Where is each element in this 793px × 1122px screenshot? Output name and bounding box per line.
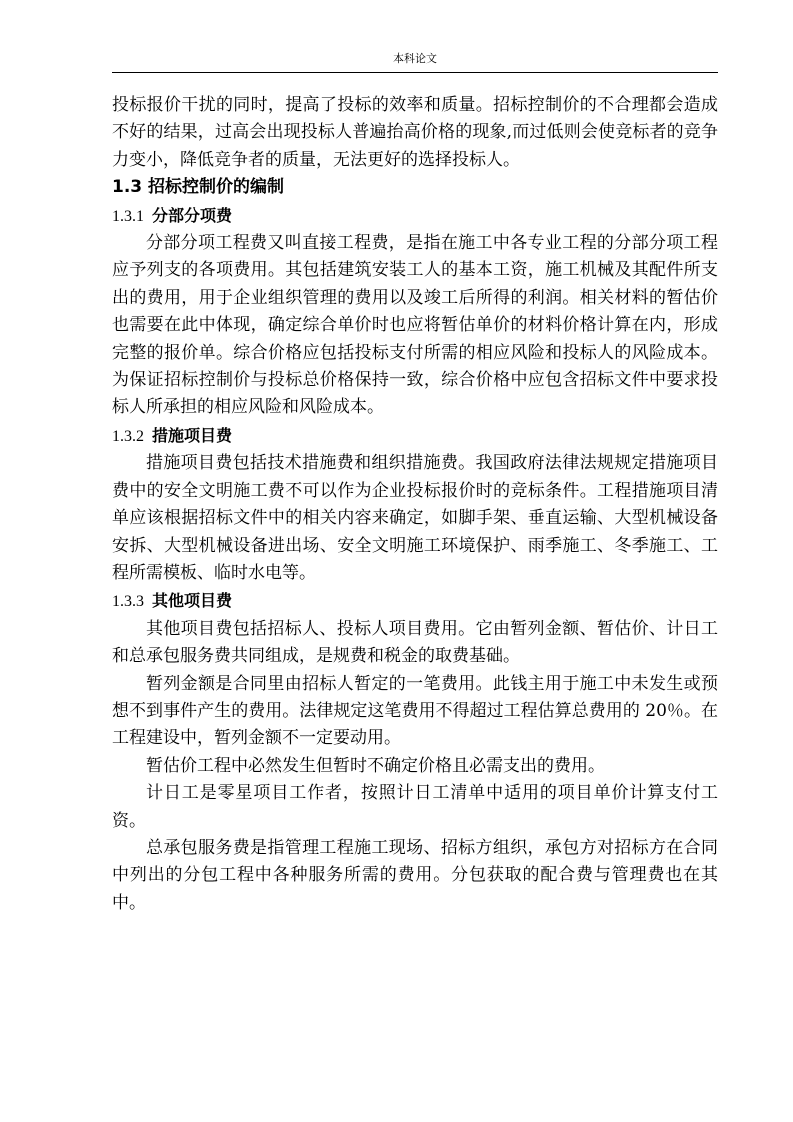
subsection-number: 1.3.2 <box>112 427 144 445</box>
subsection-heading <box>112 422 718 450</box>
running-header: 本科论文 <box>393 52 437 65</box>
paragraph: 暂列金额是合同里由招标人暂定的一笔费用。此钱主用于施工中未发生或预想不到事件产生的费用。法律规定这笔费用不得超过工程估算总费用的 20％。在工程建设中，暂列金额不一定要动用。 <box>112 673 718 749</box>
subsection-title: 措施项目费 <box>152 425 233 445</box>
subsection-number: 1.3.1 <box>112 207 144 225</box>
header-rule <box>112 72 718 73</box>
subsection-title: 分部分项费 <box>152 205 233 225</box>
subsection-number: 1.3.3 <box>112 593 144 611</box>
subsection-heading <box>112 202 718 230</box>
paragraph: 投标报价干扰的同时，提高了投标的效率和质量。招标控制价的不合理都会造成不好的结果，过高会出现投标人普遍抬高价格的现象,而过低则会使竞标者的竞争力变小，降低竞争者的质量，无法更好的选择投标人。 <box>112 95 718 170</box>
paragraph: 暂估价工程中必然发生但暂时不确定价格且必需支出的费用。 <box>146 755 605 776</box>
paragraph: 总承包服务费是指管理工程施工现场、招标方组织，承包方对招标方在合同中列出的分包工程中各种服务所需的费用。分包获取的配合费与管理费也在其中。 <box>112 837 718 913</box>
page-body <box>112 92 718 917</box>
section-heading: 1.3 招标控制价的编制 <box>112 177 285 198</box>
paragraph: 措施项目费包括技术措施费和组织措施费。我国政府法律法规规定措施项目费中的安全文明施工费不可以作为企业投标报价时的竞标条件。工程措施项目清单应该根据招标文件中的相关内容来确定，如脚手架、垂直运输、大型机械设备安拆、大型机械设备进出场、安全文明施工环境保护、雨季施工、冬季施工、工程所需模板、临时水电等。 <box>112 453 718 583</box>
subsection-heading <box>112 587 718 615</box>
paragraph: 其他项目费包括招标人、投标人项目费用。它由暂列金额、暂估价、计日工和总承包服务费共同组成，是规费和税金的取费基础。 <box>112 618 718 667</box>
subsection-title: 其他项目费 <box>152 591 233 611</box>
paragraph: 计日工是零星项目工作者，按照计日工清单中适用的项目单价计算支付工资。 <box>112 783 718 831</box>
paragraph: 分部分项工程费又叫直接工程费，是指在施工中各专业工程的分部分项工程应予列支的各项费用。其包括建筑安装工人的基本工资，施工机械及其配件所支出的费用，用于企业组织管理的费用以及竣工后所得的利润。相关材料的暂估价也需要在此中体现，确定综合单价时也应将暂估单价的材料价格计算在内，形成完整的报价单。综合价格应包括投标支付所需的相应风险和投标人的风险成本。为保证招标控制价与投标总价格保持一致，综合价格中应包含招标文件中要求投标人所承担的相应风险和风险成本。 <box>112 233 718 418</box>
